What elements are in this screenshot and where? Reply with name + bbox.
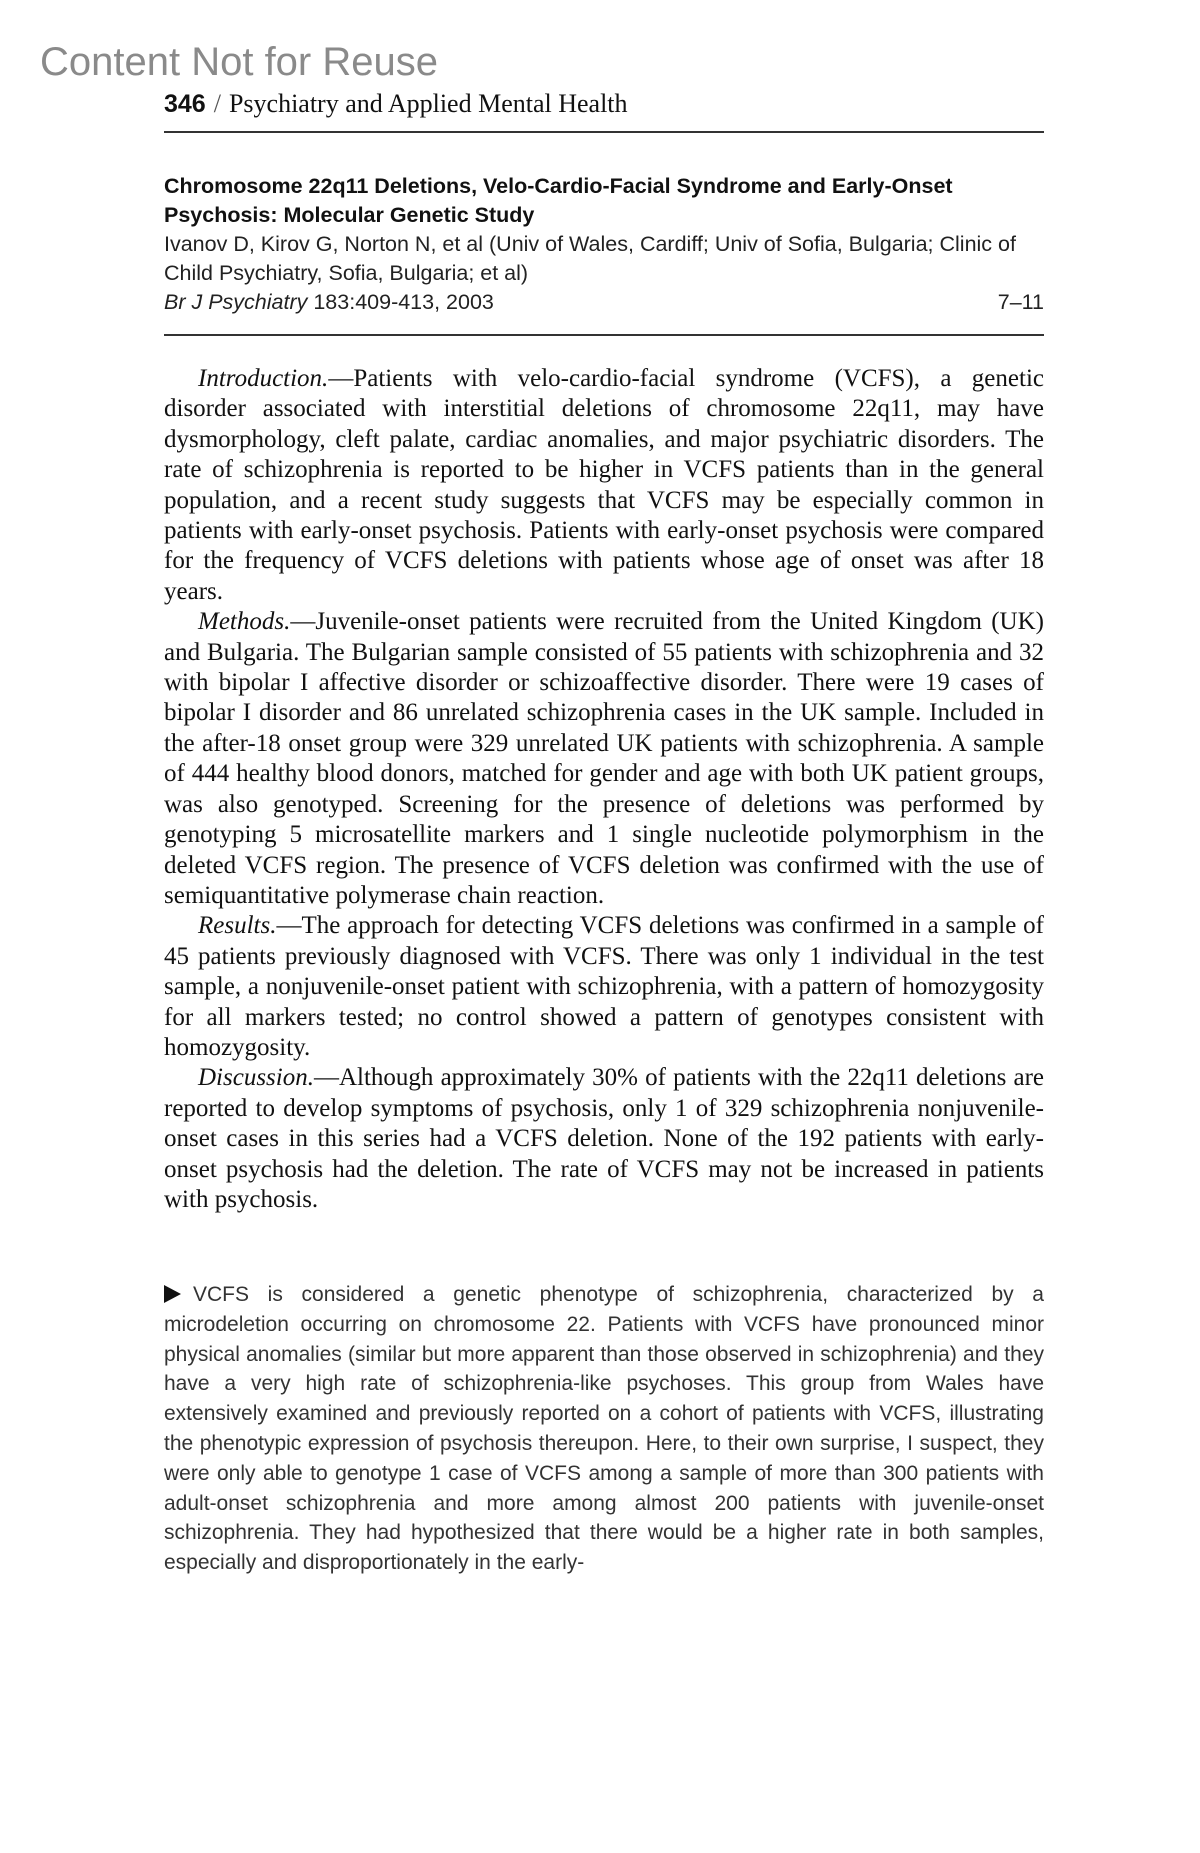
editorial-commentary <box>164 1280 1044 1578</box>
discussion-text: —Although approximately 30% of patients with the 22q11 deletions are reported to develop symptoms of psychosis, only 1 of 329 schizophrenia nonjuvenile-onset cases in this series had a VCFS deletion. None of the 192 patients with early-onset psychosis had the deletion. The rate of VCFS may not be increased in patients with psychosis. <box>164 1064 1044 1213</box>
citation-rule <box>164 334 1044 336</box>
introduction-heading: Introduction. <box>198 365 329 392</box>
results-text: —The approach for detecting VCFS deletions was confirmed in a sample of 45 patients previously diagnosed with VCFS. There was only 1 individual in the test sample, a nonjuvenile-onset patient with schizophrenia, with a pattern of homozygosity for all markers tested; no control showed a pattern of genotypes consistent with homozygosity. <box>164 912 1044 1061</box>
journal-name: Br J Psychiatry <box>164 290 308 314</box>
citation-block <box>164 172 1044 317</box>
article-title: Chromosome 22q11 Deletions, Velo-Cardio-Facial Syndrome and Early-Onset Psychosis: Molecular Genetic Study <box>164 174 953 227</box>
results-heading: Results. <box>198 912 277 940</box>
journal-volume-pages-year: 183:409-413, 2003 <box>307 290 494 314</box>
abstract-results <box>164 911 1044 1063</box>
methods-text: —Juvenile-onset patients were recruited from the United Kingdom (UK) and Bulgaria. The Bulgarian sample consisted of 55 patients with schizophrenia and 32 with bipolar I affective disorder or schizoaffective disorder. There were 19 cases of bipolar I disorder and 86 unrelated schizophrenia cases in the UK sample. Included in the after-18 onset group were 329 unrelated UK patients with schizophrenia. A sample of 444 healthy blood donors, matched for gender and age with both UK patient groups, was also genotyped. Screening for the presence of deletions was performed by genotyping 5 microsatellite markers and 1 single nucleotide polymorphism in the deleted VCFS region. The presence of VCFS deletion was confirmed with the use of semiquantitative polymerase chain reaction. <box>164 608 1044 909</box>
journal-section: Psychiatry and Applied Mental Health <box>228 89 628 118</box>
authors-affiliation: Ivanov D, Kirov G, Norton N, et al (Univ of Wales, Cardiff; Univ of Sofia, Bulgaria; Clinic of Child Psychiatry, Sofia, Bulgaria; et al) <box>164 232 1016 285</box>
methods-heading: Methods. <box>198 608 291 636</box>
running-head <box>164 89 628 119</box>
discussion-heading: Discussion. <box>198 1064 314 1092</box>
running-head-separator: / <box>213 89 221 118</box>
commentary-text: VCFS is considered a genetic phenotype of schizophrenia, characterized by a microdeletion occurring on chromosome 22. Patients with VCFS have pronounced minor physical anomalies (similar but more apparent than those observed in schizophrenia) and they have a very high rate of schizophrenia-like psychoses. This group from Wales have extensively examined and previously reported on a cohort of patients with VCFS, illustrating the phenotypic expression of psychosis thereupon. Here, to their own surprise, I suspect, they were only able to genotype 1 case of VCFS among a sample of more than 300 patients with adult-onset schizophrenia and more among almost 200 patients with juvenile-onset schizophrenia. They had hypothesized that there would be a higher rate in both samples, especially and disproportionately in the early- <box>164 1283 1044 1575</box>
page-number: 346 <box>164 90 206 118</box>
abstract-code: 7–11 <box>997 290 1044 314</box>
structured-abstract <box>164 364 1044 1215</box>
journal-row <box>164 288 1044 317</box>
abstract-introduction <box>164 364 1044 607</box>
top-rule <box>164 131 1044 133</box>
watermark: Content Not for Reuse <box>40 40 438 84</box>
abstract-methods <box>164 607 1044 911</box>
right-triangle-arrow-icon <box>164 1285 181 1303</box>
abstract-discussion <box>164 1063 1044 1215</box>
journal-reference <box>164 288 494 317</box>
introduction-text: —Patients with velo-cardio-facial syndrome (VCFS), a genetic disorder associated with interstitial deletions of chromosome 22q11, may have dysmorphology, cleft palate, cardiac anomalies, and major psychiatric disorders. The rate of schizophrenia is reported to be higher in VCFS patients than in the general population, and a recent study suggests that VCFS may be especially common in patients with early-onset psychosis. Patients with early-onset psychosis were compared for the frequency of VCFS deletions with patients whose age of onset was after 18 years. <box>164 365 1044 605</box>
